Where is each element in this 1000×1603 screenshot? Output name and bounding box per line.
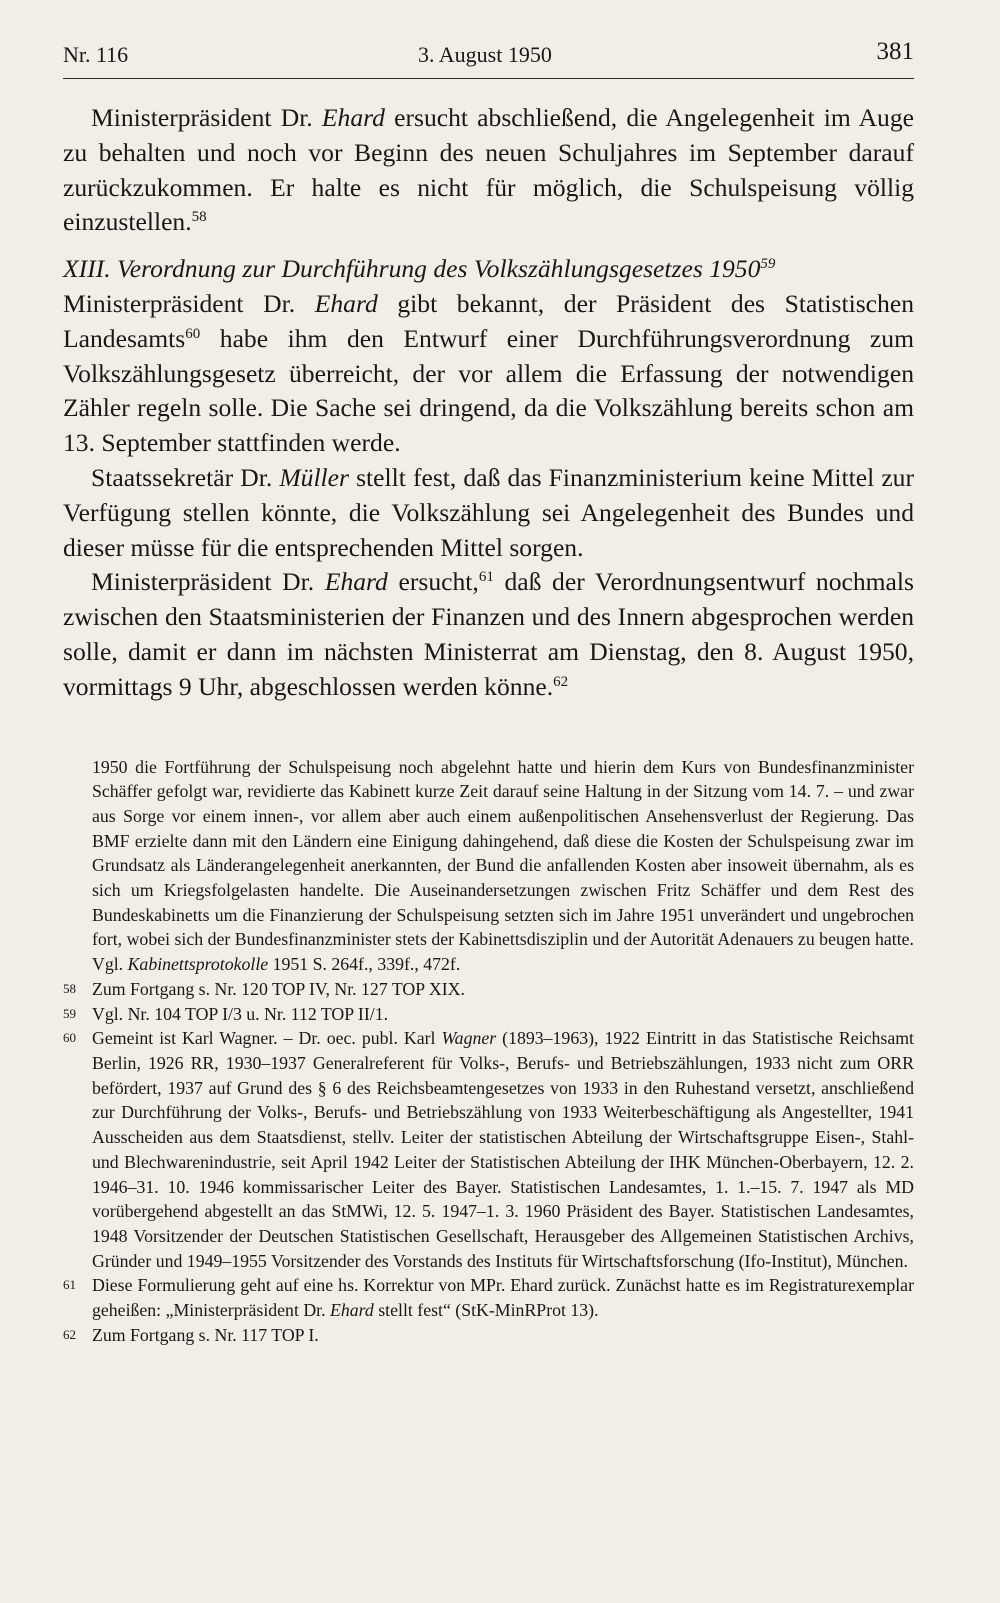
text-span: Staatssekretär Dr.	[91, 462, 280, 492]
footnote-continuation	[63, 755, 914, 977]
footnote-ref: 58	[191, 209, 207, 226]
document-date: 3. August 1950	[418, 42, 552, 67]
footnote-number: 61	[63, 1277, 76, 1293]
text-span: habe ihm den Entwurf einer Durchführungsverordnung zum Volkszählungsgesetz überreicht, der vor allem die Erfassung der notwendigen Zähler regeln solle. Die Sache sei dringend, da die Volkszählung bereits schon am 13. September stattfinden werde.	[63, 323, 914, 458]
running-header	[63, 38, 914, 79]
footnote-ref: 59	[760, 256, 776, 273]
footnote-text: Vgl. Nr. 104 TOP I/3 u. Nr. 112 TOP II/1.	[92, 1003, 389, 1024]
footnote-ref: 62	[553, 673, 569, 690]
publication-title: Kabinettsprotokolle	[127, 954, 269, 975]
text-span: Ministerpräsident Dr.	[63, 288, 315, 318]
footnote-text: Zum Fortgang s. Nr. 117 TOP I.	[92, 1324, 319, 1345]
paragraph-3	[63, 461, 914, 565]
footnote-58	[63, 977, 914, 1002]
text-span: (1893–1963), 1922 Eintritt in das Statistische Reichsamt Berlin, 1926 RR, 1930–1937 Generalreferent für Volks-, Berufs- und Betriebszählungen, 1933 nicht zum ORR befördert, 1937 auf Grund des § 6 des Reichsbeamtengesetzes von 1933 in den Ruhestand versetzt, anschließend zur Durchführung der Volks-, Berufs- und Betriebszählung von 1933 Weiterbeschäftigung als Angestellter, 1941 Ausscheiden aus dem Staatsdienst, stellv. Leiter der statistischen Abteilung der Wirtschaftsgruppe Eisen-, Stahl- und Blechwarenindustrie, seit April 1942 Leiter der Statistischen Abteilung der IHK München-Oberbayern, 12. 2. 1946–31. 10. 1946 kommissarischer Leiter des Bayer. Statistischen Landesamtes, 1. 1.–15. 7. 1947 als MD vorübergehend abgestellt an das StMWi, 12. 5. 1947–1. 3. 1960 Präsident des Bayer. Statistischen Landesamtes, 1948 Vorsitzender der Deutschen Statistischen Gesellschaft, Herausgeber des Allgemeinen Statistischen Archivs, Gründer und 1949–1955 Vorsitzender des Vorstands des Instituts für Wirtschaftsforschung (Ifo-Institut), München.	[92, 1028, 914, 1271]
text-span: 1950 die Fortführung der Schulspeisung noch abgelehnt hatte und hierin dem Kurs von Bundesfinanzminister Schäffer gefolgt war, revidierte das Kabinett kurze Zeit darauf seine Haltung in der Sitzung vom 14. 7. – und zwar aus Sorge vor einem innen-, vor allem aber auch einem außenpolitischen Ansehensverlust der Regierung. Das BMF erzielte dann mit den Ländern eine Einigung dahingehend, daß diese die Kosten der Schulspeisung zwar im Grundsatz als Länderangelegenheit anerkannten, der Bund die anfallenden Kosten aber insoweit übernahm, als es sich um Kriegsfolgelasten handelte. Die Auseinandersetzungen zwischen Fritz Schäffer und dem Rest des Bundeskabinetts um die Finanzierung der Schulspeisung setzten sich im Jahre 1951 unverändert und ungebrochen fort, wobei sich der Bundesfinanzminister stets der Kabinettsdisziplin und der Autorität Adenauers zu beugen hatte. Vgl.	[92, 756, 914, 975]
footnote-ref: 60	[185, 325, 201, 342]
footnote-text: Zum Fortgang s. Nr. 120 TOP IV, Nr. 127 TOP XIX.	[92, 978, 465, 999]
footnote-text	[92, 1026, 914, 1273]
text-span: stellt fest, daß das Finanzministerium keine Mittel zur Verfügung stellen könnte, die Volkszählung sei Angelegenheit des Bundes und dieser müsse für die entsprechenden Mittel sorgen.	[63, 462, 915, 562]
footnote-number: 60	[63, 1030, 76, 1046]
text-span: Ministerpräsident Dr.	[91, 567, 325, 597]
footnote-59	[63, 1002, 914, 1027]
person-name: Wagner	[441, 1028, 497, 1049]
text-span: stellt fest“ (StK-MinRProt 13).	[373, 1300, 599, 1321]
footnote-61	[63, 1273, 914, 1322]
text-span: Gemeint ist Karl Wagner. – Dr. oec. publ. Karl	[92, 1028, 442, 1049]
person-name: Ehard	[314, 288, 378, 318]
paragraph-4	[63, 565, 914, 704]
person-name: Müller	[279, 462, 349, 492]
paragraph-1	[63, 101, 914, 240]
text-span: ersucht abschließend, die Angelegenheit im Auge zu behalten und noch vor Beginn des neuen Schuljahres im September darauf zurückzukommen. Er halte es nicht für möglich, die Schulspeisung völlig einzustellen.	[63, 103, 915, 237]
footnotes	[63, 755, 914, 1348]
text-span: 1951 S. 264f., 339f., 472f.	[268, 954, 461, 975]
footnote-number: 58	[63, 980, 76, 996]
person-name: Ehard	[330, 1300, 374, 1321]
footnote-60	[63, 1026, 914, 1273]
footnote-number: 59	[63, 1005, 76, 1021]
footnote-62	[63, 1323, 914, 1348]
person-name: Ehard	[324, 567, 388, 597]
main-text	[63, 101, 914, 705]
footnote-ref: 61	[478, 569, 494, 586]
text-span: Diese Formulierung geht auf eine hs. Korrektur von MPr. Ehard zurück. Zunächst hatte es im Registraturexemplar geheißen: „Ministerpräsident Dr.	[92, 1275, 914, 1321]
text-span: ersucht,	[387, 567, 479, 597]
footnote-number: 62	[63, 1326, 76, 1342]
section-heading	[63, 252, 914, 287]
text-span: Ministerpräsident Dr.	[91, 103, 322, 132]
page-number: 381	[876, 38, 914, 65]
heading-text: XIII. Verordnung zur Durchführung des Volkszählungsgesetzes 1950	[63, 254, 761, 284]
footnote-text	[92, 1273, 914, 1322]
person-name: Ehard	[321, 103, 385, 132]
document-number: Nr. 116	[63, 42, 129, 67]
text-span: daß der Verordnungsentwurf nochmals zwischen den Staatsministerien der Finanzen und des Innern abgesprochen werden solle, damit er dann im nächsten Ministerrat am Dienstag, den 8. August 1950, vormittags 9 Uhr, abgeschlossen werden könne.	[63, 567, 914, 701]
paragraph-2	[63, 287, 914, 461]
text-span: gibt bekannt, der Präsident des Statistischen Landesamts	[63, 288, 914, 353]
